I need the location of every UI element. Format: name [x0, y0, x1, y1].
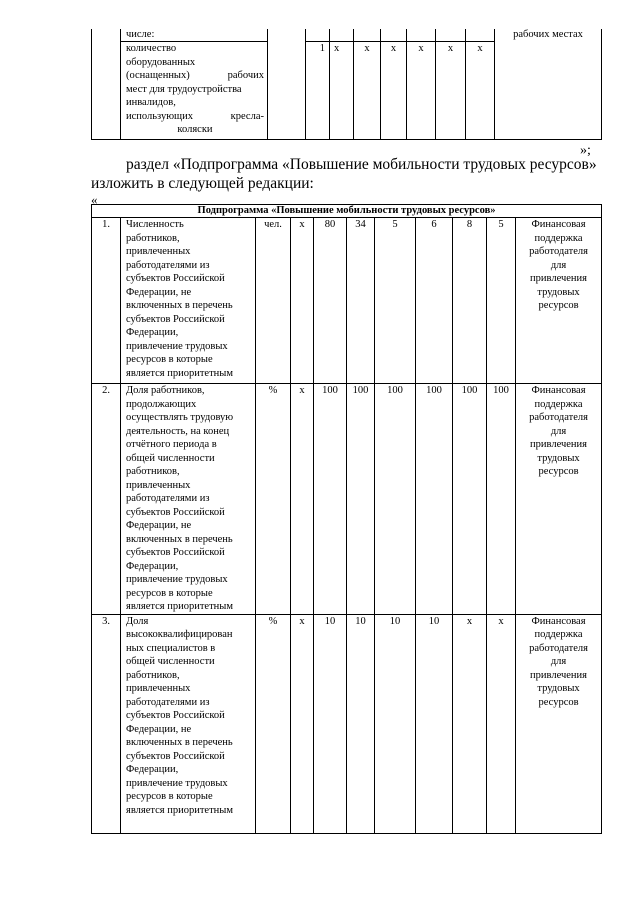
subprogram-table	[91, 204, 602, 834]
table-row	[92, 384, 602, 615]
value-cell: 10	[416, 614, 453, 833]
value-cell: 10	[314, 614, 347, 833]
unit-cell: чел.	[256, 218, 291, 384]
value-cell: 6	[416, 218, 453, 384]
measure-cell: Финансовая поддержка работодателя для привлечения трудовых ресурсов	[516, 614, 602, 833]
measure-cell: Финансовая поддержка работодателя для привлечения трудовых ресурсов	[516, 384, 602, 615]
value-cell: 5	[487, 218, 516, 384]
indicator-description: Численность работников, привлеченных работодателями из субъектов Российской Федерации, не включенных в перечень субъектов Российской Федерации, привлечение трудовых ресурсов в которые является приоритетным	[121, 218, 256, 384]
row-number: 1.	[92, 218, 121, 384]
desc-line: инвалидов,	[126, 97, 176, 108]
previous-table-fragment	[91, 29, 602, 140]
value-cell: 10	[347, 614, 375, 833]
value-cell	[306, 29, 330, 42]
desc-line: оборудованных	[126, 56, 196, 68]
unit-cell: %	[256, 614, 291, 833]
paragraph-line-1: раздел «Подпрограмма «Повышение мобильности трудовых ресурсов»	[126, 156, 597, 173]
measure-cell: рабочих местах	[495, 29, 602, 140]
indicator-description: Доля работников, продолжающих осуществлять трудовую деятельность, на конец отчётного периода в общей численности работников, привлеченных работодателями из субъектов Российской Федерации, не включенных в перечень субъектов Российской Федерации, привлечение трудовых ресурсов в которые является приоритетным	[121, 384, 256, 615]
value-cell: 1	[306, 42, 330, 140]
opening-quote: «	[91, 192, 98, 207]
spacer-cell	[268, 29, 306, 140]
value-cell	[381, 29, 407, 42]
description-cell	[121, 42, 268, 140]
measure-cell: Финансовая поддержка работодателя для привлечения трудовых ресурсов	[516, 218, 602, 384]
desc-line: количество	[126, 43, 177, 54]
number-cell	[92, 29, 121, 140]
desc-line: (оснащенных) рабочих	[126, 70, 264, 81]
value-cell: 34	[347, 218, 375, 384]
row-number: 3.	[92, 614, 121, 833]
desc-line: использующих кресла-	[126, 110, 264, 122]
value-cell	[354, 29, 381, 42]
value-cell: х	[407, 42, 436, 140]
description-cell: числе:	[121, 29, 268, 42]
paragraph-line-2: изложить в следующей редакции:	[91, 175, 314, 192]
value-cell: х	[291, 614, 314, 833]
value-cell: х	[381, 42, 407, 140]
subprogram-header: Подпрограмма «Повышение мобильности трудовых ресурсов»	[92, 205, 602, 218]
value-cell	[407, 29, 436, 42]
desc-line: коляски	[177, 124, 213, 135]
unit-cell: %	[256, 384, 291, 615]
value-cell: 10	[375, 614, 416, 833]
desc-line: мест для трудоустройства	[126, 83, 242, 95]
table-row	[92, 218, 602, 384]
indicator-description: Доля высококвалифицирован ных специалистов в общей численности работников, привлеченных работодателями из субъектов Российской Федерации, не включенных в перечень субъектов Российской Федерации, привлечение трудовых ресурсов в которые является приоритетным	[121, 614, 256, 833]
value-cell: х	[453, 614, 487, 833]
value-cell: 100	[487, 384, 516, 615]
value-cell: 100	[416, 384, 453, 615]
value-cell: 100	[453, 384, 487, 615]
value-cell: х	[291, 384, 314, 615]
value-cell: 80	[314, 218, 347, 384]
value-cell	[436, 29, 466, 42]
value-cell	[466, 29, 495, 42]
row-number: 2.	[92, 384, 121, 615]
value-cell: х	[330, 42, 354, 140]
table-row	[92, 614, 602, 833]
value-cell	[330, 29, 354, 42]
value-cell: 5	[375, 218, 416, 384]
value-cell: х	[487, 614, 516, 833]
value-cell: 8	[453, 218, 487, 384]
value-cell: 100	[375, 384, 416, 615]
value-cell: х	[436, 42, 466, 140]
closing-quote: »;	[580, 143, 591, 158]
value-cell: х	[291, 218, 314, 384]
value-cell: х	[354, 42, 381, 140]
value-cell: х	[466, 42, 495, 140]
value-cell: 100	[314, 384, 347, 615]
value-cell: 100	[347, 384, 375, 615]
